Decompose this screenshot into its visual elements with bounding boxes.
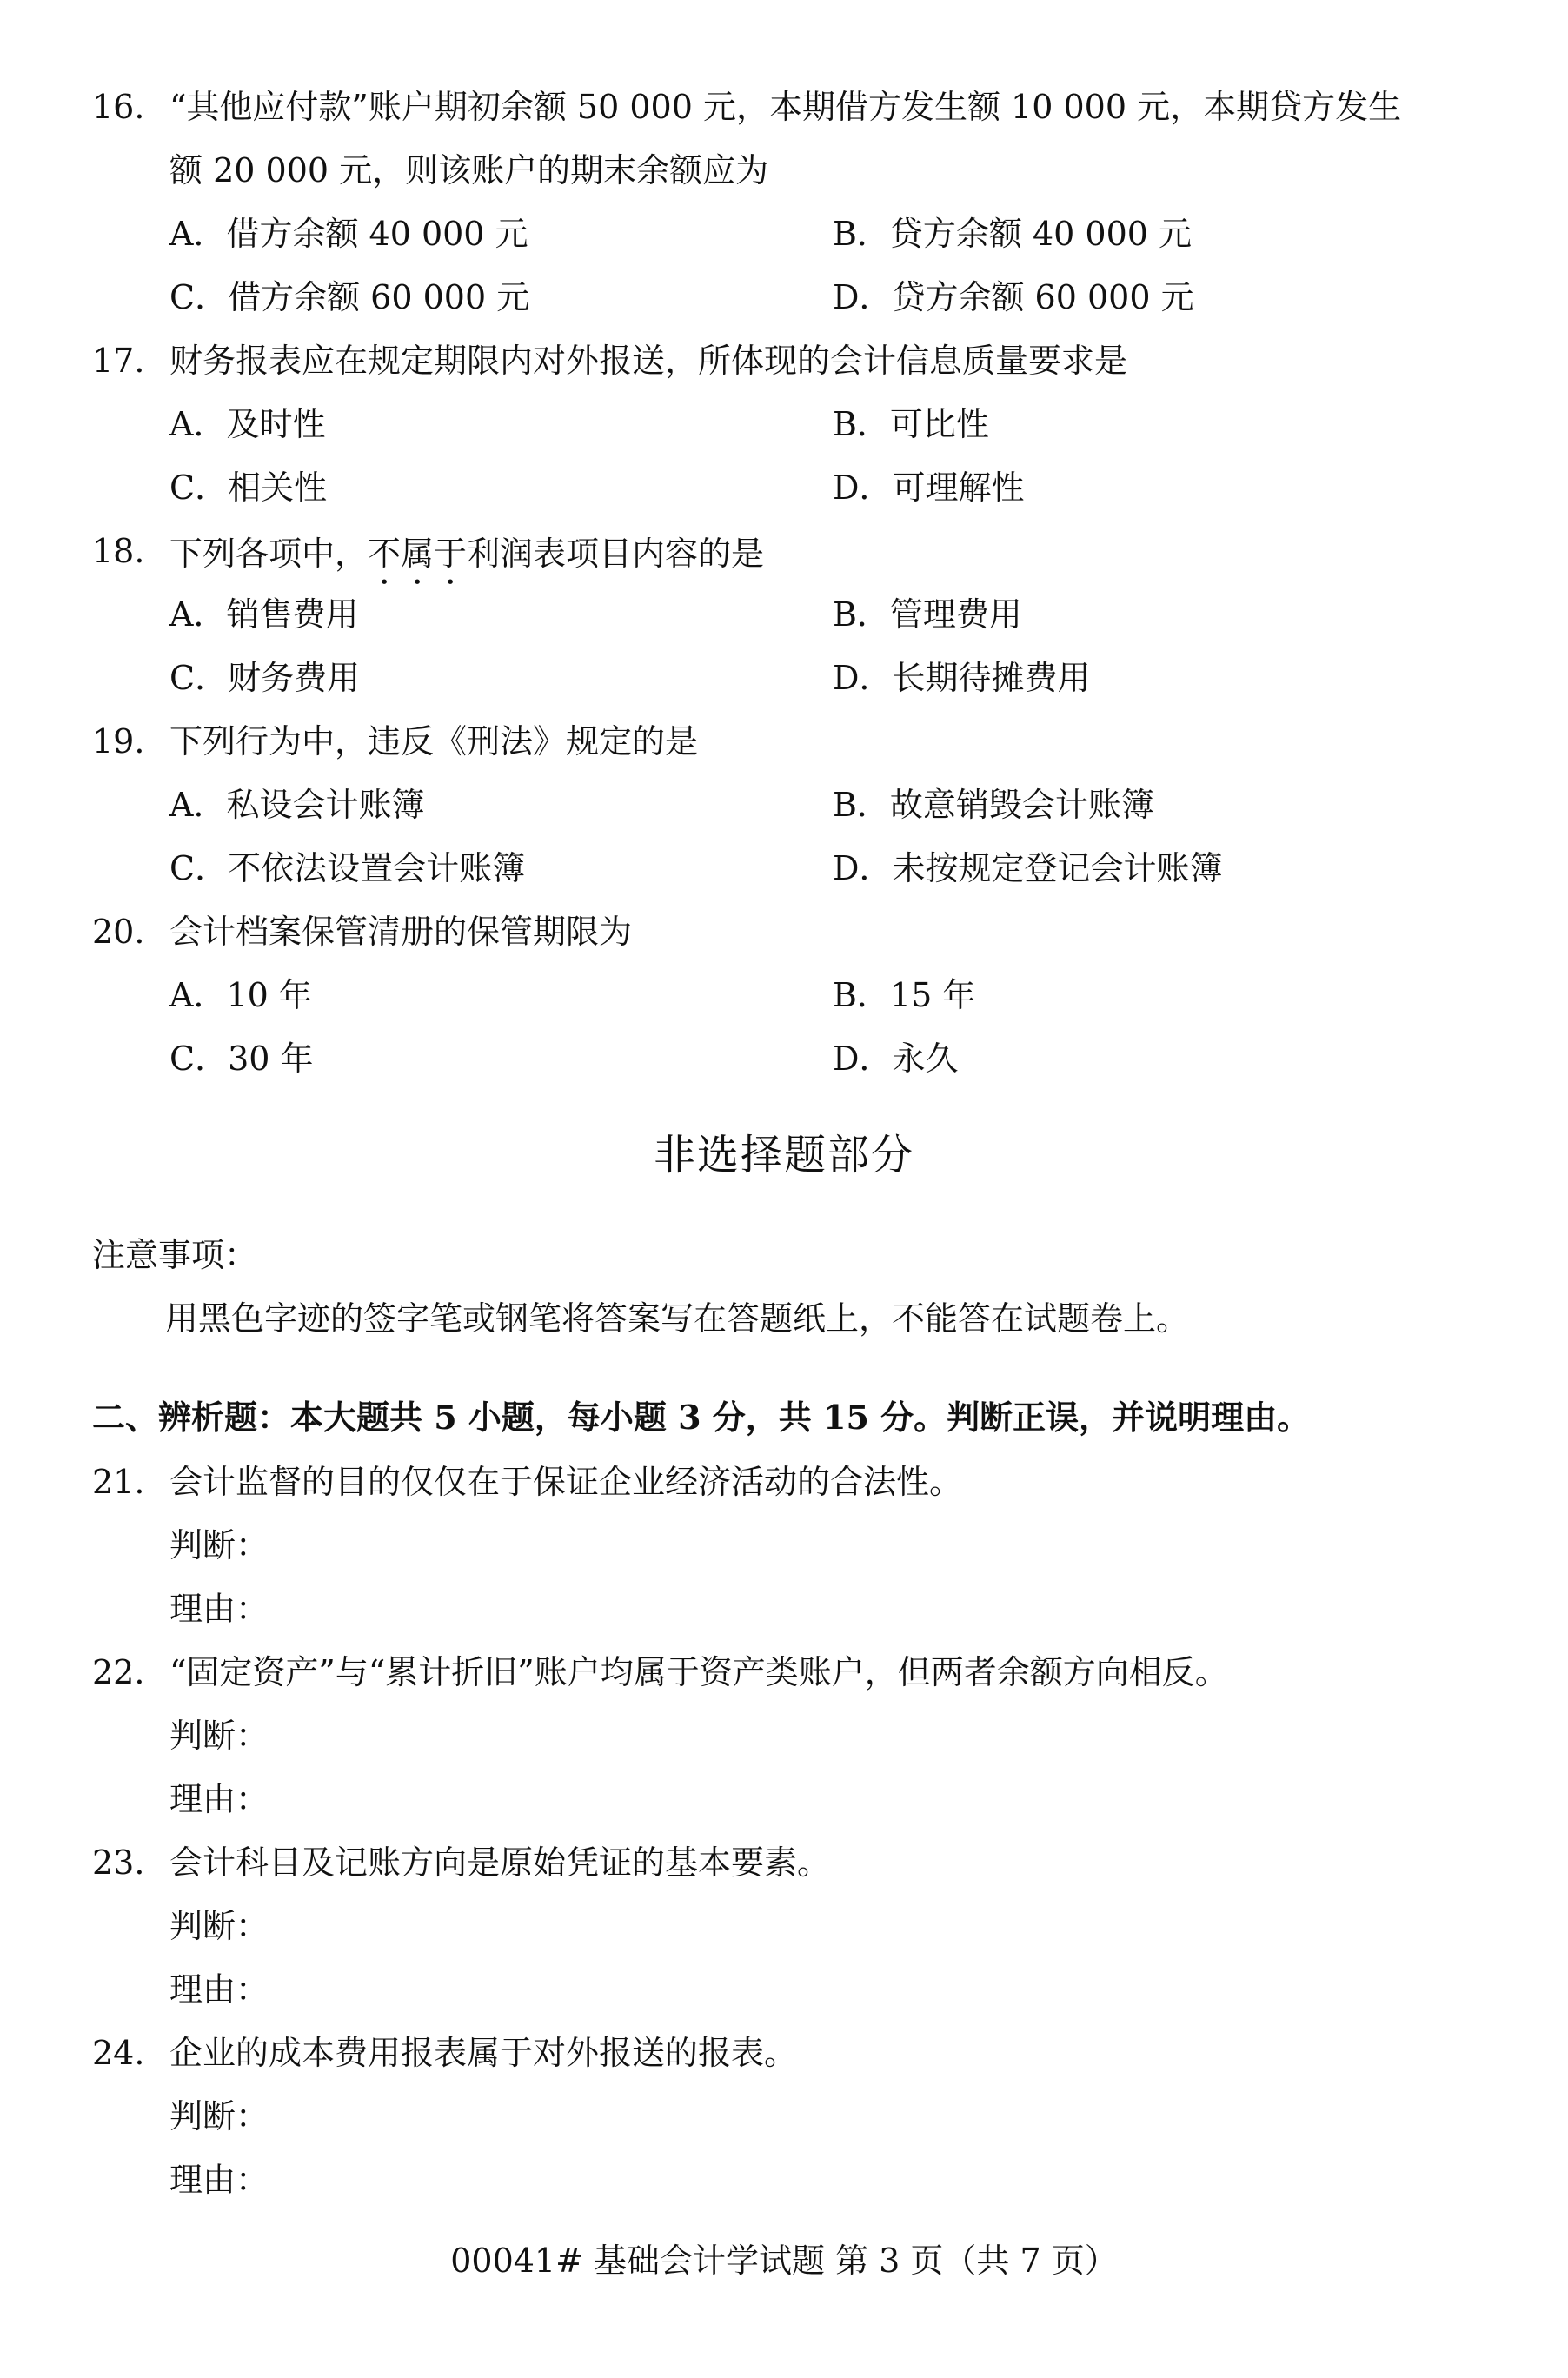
question-20-number: 20. <box>92 913 145 951</box>
question-18-option-d: D．长期待摊费用 <box>833 659 1091 697</box>
notice-label: 注意事项： <box>92 1236 258 1274</box>
question-18-option-c: C．财务费用 <box>169 659 361 697</box>
question-16-option-c: C．借方余额 60 000 元 <box>169 278 530 316</box>
question-18-number: 18. <box>92 532 145 570</box>
question-19-stem: 下列行为中，违反《刑法》规定的是 <box>169 722 699 761</box>
question-16-stem-line2: 额 20 000 元，则该账户的期末余额应为 <box>169 151 769 189</box>
notice-text: 用黑色字迹的签字笔或钢笔将答案写在答题纸上，不能答在试题卷上。 <box>165 1299 1190 1338</box>
question-18-option-b: B．管理费用 <box>833 595 1022 634</box>
question-17-option-d: D．可理解性 <box>833 468 1025 507</box>
question-17-option-b: B．可比性 <box>833 405 989 443</box>
question-17-option-c: C．相关性 <box>169 468 328 507</box>
question-23-judge-label: 判断： <box>169 1907 269 1945</box>
question-17-stem: 财务报表应在规定期限内对外报送，所体现的会计信息质量要求是 <box>169 342 1128 380</box>
question-20-option-d: D．永久 <box>833 1040 959 1078</box>
question-19-option-b: B．故意销毁会计账簿 <box>833 786 1154 824</box>
question-18-stem-post: 利润表项目内容的是 <box>467 535 765 573</box>
page-footer: 00041# 基础会计学试题 第 3 页（共 7 页） <box>450 2242 1118 2280</box>
question-21-number: 21. <box>92 1463 145 1501</box>
question-16-number: 16. <box>92 88 145 126</box>
question-18-stem-pre: 下列各项中， <box>169 535 369 573</box>
question-23-number: 23. <box>92 1843 145 1882</box>
question-22-judge-label: 判断： <box>169 1717 269 1755</box>
question-20-option-b: B．15 年 <box>833 976 976 1014</box>
question-20-option-c: C．30 年 <box>169 1040 314 1078</box>
question-17-number: 17. <box>92 342 145 380</box>
question-20-stem: 会计档案保管清册的保管期限为 <box>169 913 633 951</box>
question-21-reason-label: 理由： <box>169 1590 269 1628</box>
question-19-option-d: D．未按规定登记会计账簿 <box>833 849 1223 887</box>
question-23-reason-label: 理由： <box>169 1970 269 2009</box>
question-18-option-a: A．销售费用 <box>169 595 359 634</box>
question-24-reason-label: 理由： <box>169 2161 269 2199</box>
question-17-option-a: A．及时性 <box>169 405 326 443</box>
question-19-number: 19. <box>92 722 145 761</box>
question-18-stem-emphasis: 不属于 <box>368 535 468 573</box>
question-16-option-d: D．贷方余额 60 000 元 <box>833 278 1194 316</box>
question-16-option-b: B．贷方余额 40 000 元 <box>833 215 1193 253</box>
section-title: 非选择题部分 <box>653 1131 914 1179</box>
question-21-stem: 会计监督的目的仅仅在于保证企业经济活动的合法性。 <box>169 1463 963 1501</box>
question-16-stem-line1: “其他应付款”账户期初余额 50 000 元，本期借方发生额 10 000 元，本期贷方发生 <box>169 88 1402 126</box>
question-20-option-a: A．10 年 <box>169 976 312 1014</box>
question-22-reason-label: 理由： <box>169 1780 269 1818</box>
question-19-option-c: C．不依法设置会计账簿 <box>169 849 526 887</box>
question-22-stem: “固定资产”与“累计折旧”账户均属于资产类账户，但两者余额方向相反。 <box>169 1653 1228 1691</box>
question-24-judge-label: 判断： <box>169 2097 269 2136</box>
part2-heading: 二、辨析题：本大题共 5 小题，每小题 3 分，共 15 分。判断正误，并说明理由。 <box>92 1398 1311 1437</box>
question-16-option-a: A．借方余额 40 000 元 <box>169 215 528 253</box>
question-24-stem: 企业的成本费用报表属于对外报送的报表。 <box>169 2034 798 2072</box>
question-23-stem: 会计科目及记账方向是原始凭证的基本要素。 <box>169 1843 831 1882</box>
question-21-judge-label: 判断： <box>169 1526 269 1564</box>
question-19-option-a: A．私设会计账簿 <box>169 786 425 824</box>
question-24-number: 24. <box>92 2034 145 2072</box>
question-18-stem <box>169 535 764 592</box>
question-22-number: 22. <box>92 1653 145 1691</box>
